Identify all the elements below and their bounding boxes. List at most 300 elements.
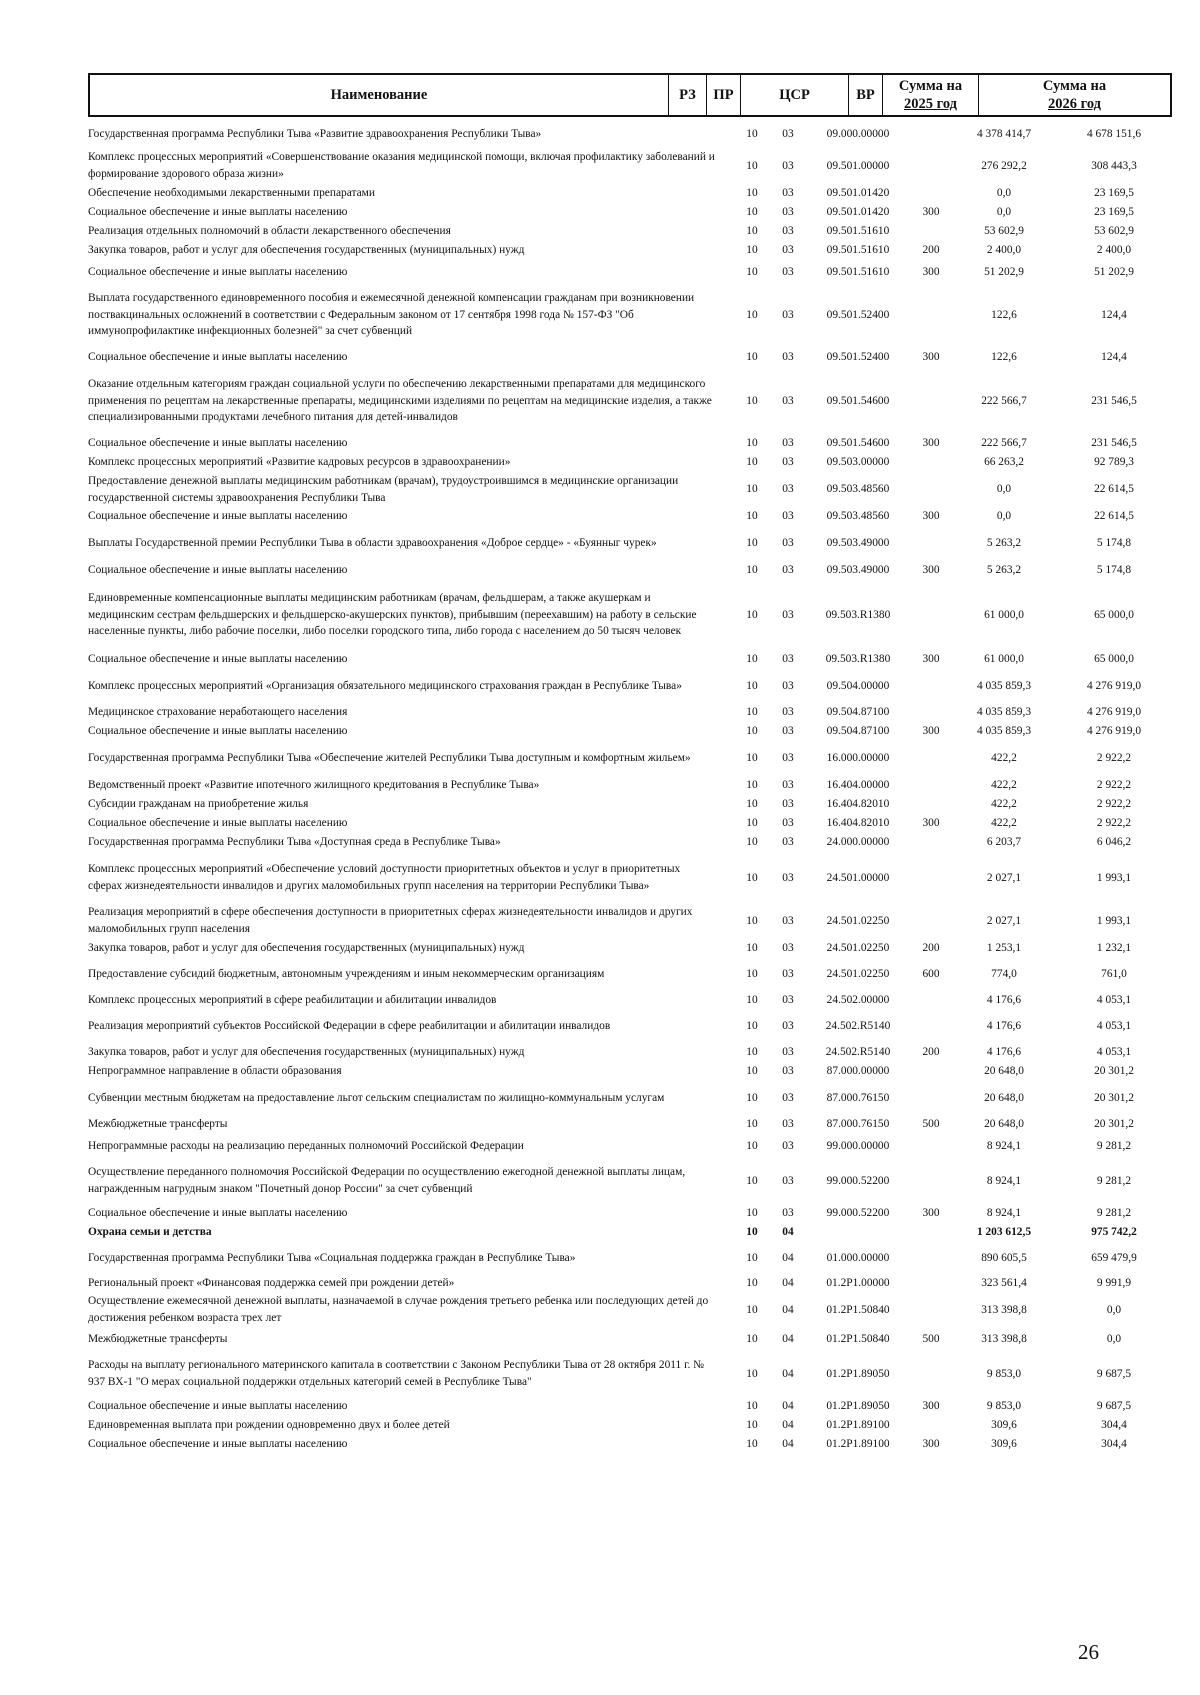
table-row <box>88 741 1172 776</box>
cell-pr: 03 <box>782 608 794 621</box>
cell-s25: 422,2 <box>991 798 1017 811</box>
table-row <box>88 507 1172 526</box>
table-row <box>88 1397 1172 1416</box>
table-row <box>88 1158 1172 1204</box>
cell-rz: 10 <box>746 537 758 550</box>
cell-pr: 03 <box>782 510 794 523</box>
cell-rz: 10 <box>746 1207 758 1220</box>
cell-name: Комплекс процессных мероприятий «Развитие кадровых ресурсов в здравоохранении» <box>88 456 511 469</box>
cell-rz: 10 <box>746 871 758 884</box>
cell-s25: 20 648,0 <box>984 1091 1024 1104</box>
cell-pr: 03 <box>782 244 794 257</box>
cell-vr: 500 <box>922 1118 940 1131</box>
cell-s26: 2 400,0 <box>1096 244 1132 257</box>
cell-s25: 1 203 612,5 <box>976 1226 1032 1239</box>
cell-pr: 03 <box>782 817 794 830</box>
cell-rz: 10 <box>746 941 758 954</box>
table-row <box>88 958 1172 990</box>
table-row <box>88 1223 1172 1242</box>
cell-name: Осуществление переданного полномочия Российской Федерации по осуществлению ежегодной денежной выплаты лицам, награжденным нагрудным знаком "Почетный донор России" за счет субвенций <box>88 1166 686 1195</box>
cell-s25: 422,2 <box>991 817 1017 830</box>
cell-name: Единовременные компенсационные выплаты медицинским работникам (врачам, фельдшерам, а также акушеркам и медицинским сестрам фельдшерских и фельдшерско-акушерских пунктов), прибывшим (переехавшим) на работу в сельские населенные пункты, либо рабочие поселки, либо поселки городского типа, либо города с населением до 50 тысяч человек <box>88 591 697 638</box>
cell-pr: 03 <box>782 127 794 140</box>
cell-name: Комплекс процессных мероприятий «Обеспечение условий доступности приоритетных объектов и услуг в приоритетных сферах жизнедеятельности инвалидов и других маломобильных групп населения на территории Республики Тыва» <box>88 863 681 892</box>
cell-csr: 09.000.00000 <box>826 127 890 140</box>
cell-s25: 4 035 859,3 <box>976 706 1032 719</box>
cell-csr: 16.404.00000 <box>826 779 890 792</box>
cell-name: Предоставление субсидий бюджетным, автономным учреждениям и иным некоммерческим организациям <box>88 967 605 980</box>
cell-s25: 222 566,7 <box>981 437 1027 450</box>
cell-name: Субсидии гражданам на приобретение жилья <box>88 798 309 811</box>
cell-csr: 01.2Р1.89050 <box>826 1367 890 1380</box>
table-row <box>88 434 1172 453</box>
cell-vr: 500 <box>922 1332 940 1345</box>
cell-name: Социальное обеспечение и иные выплаты населению <box>88 437 348 450</box>
cell-s26: 22 614,5 <box>1094 483 1134 496</box>
cell-name: Охрана семьи и детства <box>88 1226 212 1239</box>
cell-rz: 10 <box>746 127 758 140</box>
cell-s25: 6 203,7 <box>986 836 1022 849</box>
cell-pr: 04 <box>782 1332 794 1345</box>
cell-rz: 10 <box>746 456 758 469</box>
cell-csr: 01.000.00000 <box>826 1251 890 1264</box>
cell-csr: 09.503.00000 <box>826 456 890 469</box>
cell-pr: 03 <box>782 187 794 200</box>
cell-rz: 10 <box>746 725 758 738</box>
table-row <box>88 990 1172 1010</box>
cell-s25: 422,2 <box>991 779 1017 792</box>
cell-name: Закупка товаров, работ и услуг для обеспечения государственных (муниципальных) нужд <box>88 941 525 954</box>
cell-csr: 24.502.R5140 <box>825 1045 891 1058</box>
cell-pr: 04 <box>782 1251 794 1264</box>
cell-pr: 03 <box>782 653 794 666</box>
cell-pr: 03 <box>782 1207 794 1220</box>
cell-pr: 03 <box>782 798 794 811</box>
table-row <box>88 1081 1172 1115</box>
cell-s25: 51 202,9 <box>984 265 1024 278</box>
cell-rz: 10 <box>746 1226 758 1239</box>
cell-rz: 10 <box>746 265 758 278</box>
cell-csr: 09.504.87100 <box>826 706 890 719</box>
cell-rz: 10 <box>746 1303 758 1316</box>
cell-s25: 2 400,0 <box>986 244 1022 257</box>
cell-rz: 10 <box>746 608 758 621</box>
cell-pr: 04 <box>782 1226 794 1239</box>
cell-rz: 10 <box>746 752 758 765</box>
table-row <box>88 203 1172 222</box>
cell-rz: 10 <box>746 510 758 523</box>
table-row <box>88 1351 1172 1397</box>
cell-s25: 4 176,6 <box>986 1019 1022 1032</box>
cell-name: Региональный проект «Финансовая поддержка семей при рождении детей» <box>88 1277 455 1290</box>
cell-rz: 10 <box>746 679 758 692</box>
cell-name: Социальное обеспечение и иные выплаты населению <box>88 653 348 666</box>
cell-s25: 0,0 <box>996 206 1012 219</box>
cell-s25: 0,0 <box>996 483 1012 496</box>
cell-vr: 200 <box>922 1045 940 1058</box>
cell-s26: 975 742,2 <box>1091 1226 1137 1239</box>
cell-pr: 03 <box>782 456 794 469</box>
cell-name: Предоставление денежной выплаты медицинским работникам (врачам), трудоустроившимся в медицинские организации государственной системы здравоохранения Республики Тыва <box>88 474 679 504</box>
cell-csr: 09.501.00000 <box>826 159 890 172</box>
cell-name: Социальное обеспечение и иные выплаты населению <box>88 564 348 577</box>
cell-name: Закупка товаров, работ и услуг для обеспечения государственных (муниципальных) нужд <box>88 244 525 257</box>
table-row <box>88 1327 1172 1351</box>
cell-name: Медицинское страхование неработающего населения <box>88 706 348 719</box>
cell-name: Социальное обеспечение и иные выплаты населению <box>88 1207 348 1220</box>
cell-csr: 01.2Р1.89100 <box>826 1438 890 1451</box>
cell-name: Выплата государственного единовременного пособия и ежемесячной денежной компенсации гражданам при возникновении поствакцинальных осложнений в соответствии с Федеральным законом от 17 сентября 1998 года № 157-ФЗ "Об иммунопрофилактике инфекционных болезней" за счет субвенций <box>88 291 695 338</box>
table-row <box>88 1204 1172 1223</box>
cell-pr: 03 <box>782 725 794 738</box>
cell-pr: 03 <box>782 706 794 719</box>
cell-pr: 03 <box>782 483 794 496</box>
cell-pr: 03 <box>782 779 794 792</box>
cell-pr: 03 <box>782 914 794 927</box>
cell-s26: 231 546,5 <box>1091 394 1137 407</box>
table-row <box>88 795 1172 814</box>
cell-name: Межбюджетные трансферты <box>88 1332 228 1345</box>
table-row <box>88 814 1172 833</box>
cell-rz: 10 <box>746 1438 758 1451</box>
cell-pr: 03 <box>782 836 794 849</box>
cell-vr: 300 <box>922 437 940 450</box>
header-vr: ВР <box>848 75 882 115</box>
cell-pr: 03 <box>782 1118 794 1131</box>
cell-pr: 03 <box>782 537 794 550</box>
table-body <box>88 120 1172 1454</box>
cell-csr: 01.2Р1.50840 <box>826 1303 890 1316</box>
cell-s26: 51 202,9 <box>1094 265 1134 278</box>
cell-rz: 10 <box>746 225 758 238</box>
cell-s25: 4 378 414,7 <box>976 127 1032 140</box>
cell-s26: 5 174,8 <box>1096 564 1132 577</box>
cell-csr: 24.502.00000 <box>826 993 890 1006</box>
cell-csr: 24.501.02250 <box>826 941 890 954</box>
cell-pr: 03 <box>782 206 794 219</box>
cell-rz: 10 <box>746 187 758 200</box>
table-row <box>88 561 1172 580</box>
cell-s25: 1 253,1 <box>986 941 1022 954</box>
cell-csr: 09.501.01420 <box>826 187 890 200</box>
cell-vr: 300 <box>922 564 940 577</box>
page-number: 26 <box>1078 1640 1099 1664</box>
table-row <box>88 669 1172 703</box>
header-sum-2026-line1: Сумма на <box>1042 78 1107 94</box>
cell-s25: 309,6 <box>991 1419 1017 1432</box>
cell-vr: 300 <box>922 1400 940 1413</box>
cell-s26: 1 993,1 <box>1096 914 1132 927</box>
cell-rz: 10 <box>746 1139 758 1152</box>
cell-s25: 53 602,9 <box>984 225 1024 238</box>
cell-csr: 24.501.02250 <box>826 967 890 980</box>
cell-pr: 03 <box>782 159 794 172</box>
cell-csr: 87.000.76150 <box>826 1091 890 1104</box>
cell-rz: 10 <box>746 1277 758 1290</box>
cell-pr: 03 <box>782 1174 794 1187</box>
table-row <box>88 1010 1172 1042</box>
table-row <box>88 650 1172 669</box>
table-row <box>88 284 1172 346</box>
cell-pr: 03 <box>782 967 794 980</box>
table-row <box>88 852 1172 904</box>
table-row <box>88 346 1172 368</box>
cell-pr: 04 <box>782 1277 794 1290</box>
cell-rz: 10 <box>746 1065 758 1078</box>
cell-csr: 09.501.52400 <box>826 350 890 363</box>
cell-s26: 2 922,2 <box>1096 752 1132 765</box>
cell-rz: 10 <box>746 244 758 257</box>
cell-s25: 5 263,2 <box>986 564 1022 577</box>
cell-s26: 6 046,2 <box>1096 836 1132 849</box>
cell-s25: 9 853,0 <box>986 1400 1022 1413</box>
table-row <box>88 1115 1172 1134</box>
cell-pr: 03 <box>782 679 794 692</box>
cell-name: Социальное обеспечение и иные выплаты населению <box>88 1400 348 1413</box>
cell-csr: 16.404.82010 <box>826 798 890 811</box>
cell-s26: 4 276 919,0 <box>1086 725 1142 738</box>
cell-pr: 03 <box>782 308 794 321</box>
cell-vr: 300 <box>922 265 940 278</box>
cell-rz: 10 <box>746 1332 758 1345</box>
cell-s26: 4 053,1 <box>1096 1045 1132 1058</box>
cell-csr: 01.2Р1.89100 <box>826 1419 890 1432</box>
table-row <box>88 1042 1172 1062</box>
cell-name: Ведомственный проект «Развитие ипотечного жилищного кредитования в Республике Тыва» <box>88 779 540 792</box>
cell-s25: 8 924,1 <box>986 1207 1022 1220</box>
cell-s25: 122,6 <box>991 308 1017 321</box>
cell-pr: 03 <box>782 941 794 954</box>
table-row <box>88 1062 1172 1081</box>
cell-s26: 20 301,2 <box>1094 1065 1134 1078</box>
header-sum-2026-line2: 2026 год <box>1047 96 1101 112</box>
table-row <box>88 453 1172 472</box>
table-row <box>88 938 1172 958</box>
cell-name: Социальное обеспечение и иные выплаты населению <box>88 1438 348 1451</box>
cell-rz: 10 <box>746 1118 758 1131</box>
cell-s25: 4 035 859,3 <box>976 725 1032 738</box>
cell-name: Межбюджетные трансферты <box>88 1118 228 1131</box>
cell-s26: 0,0 <box>1106 1332 1122 1345</box>
table-row <box>88 472 1172 507</box>
table-row <box>88 1242 1172 1274</box>
cell-csr: 99.000.52200 <box>826 1174 890 1187</box>
cell-rz: 10 <box>746 653 758 666</box>
cell-name: Реализация отдельных полномочий в области лекарственного обеспечения <box>88 225 451 238</box>
cell-rz: 10 <box>746 206 758 219</box>
cell-s26: 5 174,8 <box>1096 537 1132 550</box>
cell-rz: 10 <box>746 1367 758 1380</box>
cell-s25: 9 853,0 <box>986 1367 1022 1380</box>
table-row <box>88 148 1172 184</box>
table-row <box>88 184 1172 203</box>
cell-rz: 10 <box>746 967 758 980</box>
cell-pr: 03 <box>782 752 794 765</box>
cell-csr: 09.503.48560 <box>826 510 890 523</box>
cell-s26: 2 922,2 <box>1096 779 1132 792</box>
cell-rz: 10 <box>746 779 758 792</box>
cell-s26: 2 922,2 <box>1096 817 1132 830</box>
table-row <box>88 904 1172 938</box>
cell-rz: 10 <box>746 706 758 719</box>
cell-s25: 8 924,1 <box>986 1174 1022 1187</box>
cell-name: Выплаты Государственной премии Республики Тыва в области здравоохранения «Доброе сердце» - «Буянныг чурек» <box>88 537 657 550</box>
header-sum-2025 <box>882 75 978 115</box>
cell-s25: 61 000,0 <box>984 653 1024 666</box>
cell-vr: 200 <box>922 941 940 954</box>
cell-s26: 65 000,0 <box>1094 608 1134 621</box>
cell-s26: 761,0 <box>1101 967 1127 980</box>
cell-s26: 23 169,5 <box>1094 206 1134 219</box>
header-pr: ПР <box>706 75 740 115</box>
table-row <box>88 1134 1172 1158</box>
header-name: Наименование <box>330 87 428 103</box>
cell-name: Закупка товаров, работ и услуг для обеспечения государственных (муниципальных) нужд <box>88 1045 525 1058</box>
cell-name: Субвенции местным бюджетам на предоставление льгот сельским специалистам по жилищно-коммунальным услугам <box>88 1091 665 1104</box>
table-row <box>88 776 1172 795</box>
cell-pr: 03 <box>782 1045 794 1058</box>
cell-s26: 308 443,3 <box>1091 159 1137 172</box>
cell-s25: 222 566,7 <box>981 394 1027 407</box>
cell-rz: 10 <box>746 1174 758 1187</box>
cell-name: Комплекс процессных мероприятий «Совершенствование оказания медицинской помощи, включая профилактику заболеваний и формирование здорового образа жизни» <box>88 151 715 180</box>
cell-vr: 300 <box>922 653 940 666</box>
cell-csr: 01.2Р1.50840 <box>826 1332 890 1345</box>
cell-vr: 300 <box>922 725 940 738</box>
cell-s26: 4 053,1 <box>1096 1019 1132 1032</box>
cell-s26: 20 301,2 <box>1094 1118 1134 1131</box>
cell-csr: 09.501.51610 <box>826 244 890 257</box>
cell-rz: 10 <box>746 437 758 450</box>
cell-s25: 323 561,4 <box>981 1277 1027 1290</box>
table-row <box>88 722 1172 741</box>
cell-rz: 10 <box>746 159 758 172</box>
cell-vr: 300 <box>922 817 940 830</box>
cell-s26: 9 281,2 <box>1096 1174 1132 1187</box>
cell-s25: 0,0 <box>996 187 1012 200</box>
cell-s25: 122,6 <box>991 350 1017 363</box>
header-rz: РЗ <box>668 75 706 115</box>
table-row <box>88 1416 1172 1435</box>
cell-name: Осуществление ежемесячной денежной выплаты, назначаемой в случае рождения третьего ребенка или последующих детей до достижения ребенком возраста трех лет <box>88 1295 709 1324</box>
cell-name: Социальное обеспечение и иные выплаты населению <box>88 206 348 219</box>
header-sum-2026 <box>978 75 1170 115</box>
cell-s26: 53 602,9 <box>1094 225 1134 238</box>
cell-pr: 03 <box>782 871 794 884</box>
cell-s25: 4 035 859,3 <box>976 679 1032 692</box>
cell-csr: 87.000.76150 <box>826 1118 890 1131</box>
cell-csr: 09.501.51610 <box>826 225 890 238</box>
cell-csr: 24.501.00000 <box>826 871 890 884</box>
cell-s26: 0,0 <box>1106 1303 1122 1316</box>
cell-csr: 09.501.01420 <box>826 206 890 219</box>
cell-name: Непрограммные расходы на реализацию переданных полномочий Российской Федерации <box>88 1139 524 1152</box>
cell-s26: 4 276 919,0 <box>1086 706 1142 719</box>
cell-s25: 2 027,1 <box>986 914 1022 927</box>
cell-rz: 10 <box>746 564 758 577</box>
cell-s26: 124,4 <box>1101 308 1127 321</box>
header-sum-2025-line2: 2025 год <box>903 96 957 112</box>
cell-vr: 200 <box>922 244 940 257</box>
cell-pr: 03 <box>782 993 794 1006</box>
cell-name: Социальное обеспечение и иные выплаты населению <box>88 350 348 363</box>
cell-csr: 09.503.49000 <box>826 564 890 577</box>
cell-s26: 304,4 <box>1101 1438 1127 1451</box>
cell-vr: 300 <box>922 350 940 363</box>
cell-pr: 03 <box>782 350 794 363</box>
cell-rz: 10 <box>746 394 758 407</box>
cell-pr: 03 <box>782 1065 794 1078</box>
cell-s25: 2 027,1 <box>986 871 1022 884</box>
cell-name: Социальное обеспечение и иные выплаты населению <box>88 725 348 738</box>
table-row <box>88 526 1172 561</box>
cell-csr: 87.000.00000 <box>826 1065 890 1078</box>
cell-s25: 313 398,8 <box>981 1332 1027 1345</box>
cell-s26: 659 479,9 <box>1091 1251 1137 1264</box>
cell-vr: 300 <box>922 1207 940 1220</box>
cell-s26: 9 687,5 <box>1096 1367 1132 1380</box>
cell-name: Комплекс процессных мероприятий «Организация обязательного медицинского страхования граждан в Республике Тыва» <box>88 679 682 692</box>
cell-name: Комплекс процессных мероприятий в сфере реабилитации и абилитации инвалидов <box>88 993 497 1006</box>
cell-s26: 23 169,5 <box>1094 187 1134 200</box>
cell-name: Государственная программа Республики Тыва «Развитие здравоохранения Республики Тыва» <box>88 127 542 140</box>
cell-name: Социальное обеспечение и иные выплаты населению <box>88 510 348 523</box>
table-row <box>88 703 1172 722</box>
cell-csr: 16.000.00000 <box>826 752 890 765</box>
cell-s26: 4 678 151,6 <box>1086 127 1142 140</box>
cell-pr: 03 <box>782 225 794 238</box>
cell-pr: 03 <box>782 1019 794 1032</box>
cell-s25: 8 924,1 <box>986 1139 1022 1152</box>
cell-csr: 09.504.00000 <box>826 679 890 692</box>
table-row <box>88 580 1172 650</box>
cell-rz: 10 <box>746 308 758 321</box>
cell-csr: 09.501.54600 <box>826 437 890 450</box>
cell-name: Оказание отдельным категориям граждан социальной услуги по обеспечению лекарственными препаратами для медицинского применения по рецептам на лекарственные препараты, медицинскими изделиями по рецептам на медицинские изделия, а также специализированными продуктами лечебного питания для детей-инвалидов <box>88 377 712 424</box>
cell-csr: 24.502.R5140 <box>825 1019 891 1032</box>
cell-csr: 24.000.00000 <box>826 836 890 849</box>
cell-rz: 10 <box>746 798 758 811</box>
cell-name: Расходы на выплату регионального материнского капитала в соответствии с Законом Республики Тыва от 28 октября 2011 г. № 937 ВХ-1 "О мерах социальной поддержки отдельных категорий семей в Республике Тыва" <box>88 1359 705 1388</box>
table-row <box>88 241 1172 260</box>
table-row <box>88 1293 1172 1327</box>
cell-name: Единовременная выплата при рождении одновременно двух и более детей <box>88 1419 450 1432</box>
cell-s25: 61 000,0 <box>984 608 1024 621</box>
cell-name: Непрограммное направление в области образования <box>88 1065 342 1078</box>
table-row <box>88 368 1172 434</box>
cell-s26: 1 993,1 <box>1096 871 1132 884</box>
cell-name: Социальное обеспечение и иные выплаты населению <box>88 265 348 278</box>
cell-vr: 300 <box>922 1438 940 1451</box>
cell-pr: 04 <box>782 1419 794 1432</box>
cell-pr: 04 <box>782 1303 794 1316</box>
cell-csr: 09.503.R1380 <box>825 608 891 621</box>
table-row <box>88 1435 1172 1454</box>
cell-s26: 22 614,5 <box>1094 510 1134 523</box>
cell-csr: 24.501.02250 <box>826 914 890 927</box>
cell-s25: 313 398,8 <box>981 1303 1027 1316</box>
cell-pr: 04 <box>782 1367 794 1380</box>
cell-rz: 10 <box>746 1091 758 1104</box>
cell-csr: 99.000.00000 <box>826 1139 890 1152</box>
cell-s25: 4 176,6 <box>986 1045 1022 1058</box>
cell-pr: 04 <box>782 1400 794 1413</box>
cell-rz: 10 <box>746 350 758 363</box>
cell-s26: 92 789,3 <box>1094 456 1134 469</box>
cell-s26: 2 922,2 <box>1096 798 1132 811</box>
cell-s26: 1 232,1 <box>1096 941 1132 954</box>
cell-s25: 20 648,0 <box>984 1065 1024 1078</box>
